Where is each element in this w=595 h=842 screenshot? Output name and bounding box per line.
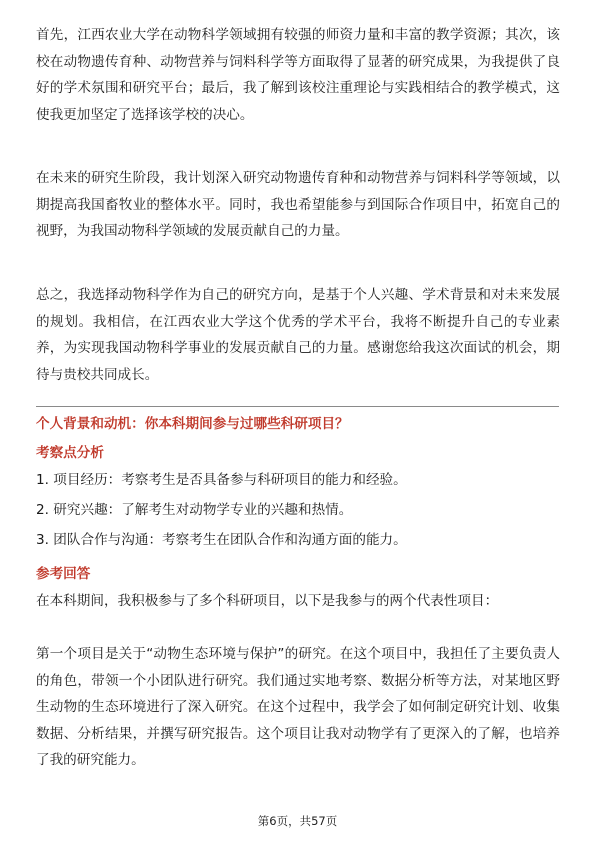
page-number: 第6页，共57页 xyxy=(257,814,338,828)
body-paragraph-1: 首先，江西农业大学在动物科学领域拥有较强的师资力量和丰富的教学资源；其次，该校在动物遗传育种、动物营养与饲料科学等方面取得了显著的研究成果，为我提供了良好的学术氛围和研究平台；最后，我了解到该校注重理论与实践相结合的教学模式，这使我更加坚定了选择该学校的决心。 xyxy=(36,27,560,123)
question-title: 个人背景和动机：你本科期间参与过哪些科研项目？ xyxy=(36,416,349,432)
answer-intro: 在本科期间，我积极参与了多个科研项目，以下是我参与的两个代表性项目： xyxy=(36,593,499,609)
answer-heading: 参考回答 xyxy=(36,566,91,582)
analysis-heading: 考察点分析 xyxy=(36,445,104,461)
analysis-point-3: 3. 团队合作与沟通：考察考生在团队合作和沟通方面的能力。 xyxy=(36,532,407,548)
section-divider xyxy=(36,406,559,407)
body-paragraph-3: 总之，我选择动物科学作为自己的研究方向，是基于个人兴趣、学术背景和对未来发展的规划。我相信，在江西农业大学这个优秀的学术平台，我将不断提升自己的专业素养，为实现我国动物科学事业的发展贡献自己的力量。感谢您给我这次面试的机会，期待与贵校共同成长。 xyxy=(36,287,560,383)
analysis-point-2: 2. 研究兴趣：了解考生对动物学专业的兴趣和热情。 xyxy=(36,502,353,518)
body-paragraph-2: 在未来的研究生阶段，我计划深入研究动物遗传育种和动物营养与饲料科学等领域，以期提高我国畜牧业的整体水平。同时，我也希望能参与到国际合作项目中，拓宽自己的视野，为我国动物科学领域的发展贡献自己的力量。 xyxy=(36,170,560,239)
analysis-point-1: 1. 项目经历：考察考生是否具备参与科研项目的能力和经验。 xyxy=(36,472,407,488)
answer-paragraph-1: 第一个项目是关于“动物生态环境与保护”的研究。在这个项目中，我担任了主要负责人的角色，带领一个小团队进行研究。我们通过实地考察、数据分析等方法，对某地区野生动物的生态环境进行了深入研究。在这个过程中，我学会了如何制定研究计划、收集数据、分析结果，并撰写研究报告。这个项目让我对动物学有了更深入的了解，也培养了我的研究能力。 xyxy=(36,646,560,768)
